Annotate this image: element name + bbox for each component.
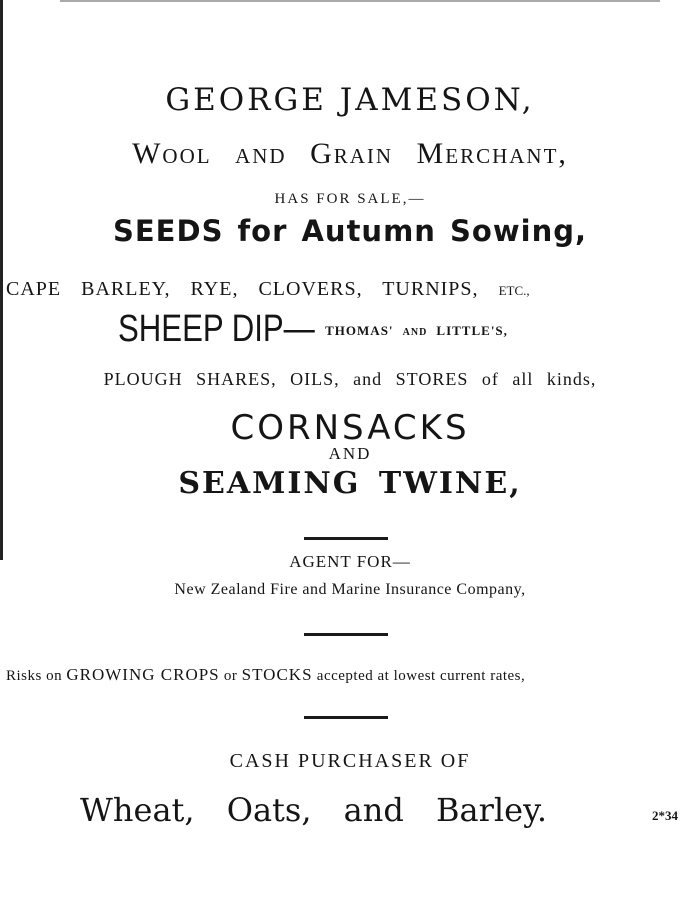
- and-connector: AND: [328, 444, 372, 463]
- merchant-occupation: Wool and Grain Merchant,: [132, 137, 568, 170]
- sheep-dip-heading: SHEEP DIP—: [118, 308, 315, 350]
- seaming-twine-heading: SEAMING TWINE,: [178, 466, 522, 501]
- products-list-text: CAPE BARLEY, RYE, CLOVERS, TURNIPS,: [6, 278, 479, 300]
- products-list: [6, 278, 696, 301]
- merchant-name: GEORGE JAMESON,: [165, 82, 535, 118]
- risks-line: [6, 665, 696, 685]
- ad-code: 2*34: [652, 808, 678, 823]
- sheep-dip-brand-thomas: THOMAS': [325, 323, 394, 338]
- insurance-company-name: New Zealand Fire and Marine Insurance Company,: [174, 581, 526, 598]
- agent-for-heading: AGENT FOR—: [289, 552, 411, 571]
- divider-rule-1: [304, 537, 388, 540]
- risks-growing-crops: GROWING CROPS: [66, 665, 220, 684]
- divider-rule-3: [304, 716, 388, 719]
- sheep-dip-brand-little: LITTLE'S,: [436, 323, 508, 338]
- seeds-heading: SEEDS for Autumn Sowing,: [112, 214, 588, 248]
- risks-suffix: accepted at lowest current rates,: [316, 668, 526, 684]
- top-border-rule: [60, 0, 660, 2]
- produce-heading: Wheat, Oats, and Barley.: [80, 791, 548, 829]
- products-etc: ETC.,: [498, 283, 530, 298]
- divider-rule-2: [304, 633, 388, 636]
- cornsacks-heading: CORNSACKS: [230, 408, 470, 448]
- risks-prefix: Risks on: [6, 668, 63, 684]
- plough-shares-line: PLOUGH SHARES, OILS, and STORES of all kinds,: [103, 369, 597, 389]
- risks-stocks: STOCKS: [241, 665, 313, 684]
- has-for-sale-heading: HAS FOR SALE,—: [274, 191, 426, 207]
- sheep-dip-line: [118, 308, 508, 351]
- sheep-dip-brand-and: AND: [402, 327, 428, 338]
- risks-or: or: [223, 668, 238, 684]
- cash-purchaser-heading: CASH PURCHASER OF: [229, 750, 471, 772]
